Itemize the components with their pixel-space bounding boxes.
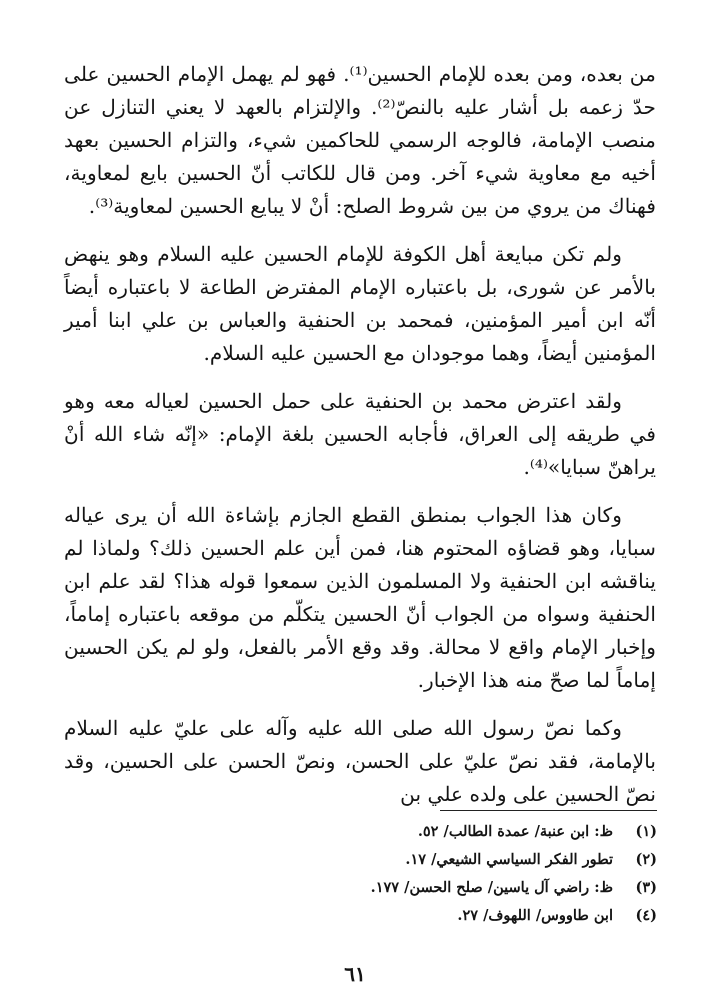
footnote-1: [300, 818, 657, 846]
footnote-text: ظ: ابن عنبة/ عمدة الطالب/ ٥٢.: [417, 823, 613, 840]
paragraph-2: ولم تكن مبايعة أهل الكوفة للإمام الحسين عليه السلام وهو ينهض بالأمر عن شورى، بل باعتباره الإمام المفترض الطاعة لا باعتباره أيضاً أنّه ابن أمير المؤمنين، فمحمد بن الحنفية والعباس بن علي ابنا أمير المؤمنين أيضاً، وهما موجودان مع الحسين عليه السلام.: [64, 242, 656, 365]
footnote-text: تطور الفكر السياسي الشيعي/ ١٧.: [405, 851, 613, 868]
footnote-text: ابن طاووس/ اللهوف/ ٢٧.: [457, 907, 613, 924]
footnote-number: (٣): [635, 879, 657, 896]
footnotes: [300, 818, 657, 930]
page-number: ٦١: [344, 962, 366, 986]
footnote-4: [300, 902, 657, 930]
footnote-number: (٤): [635, 907, 657, 924]
footnote-text: ظ: راضي آل ياسين/ صلح الحسن/ ١٧٧.: [370, 879, 613, 896]
paragraph-4: وكان هذا الجواب بمنطق القطع الجازم بإشاءة الله أن يرى عياله سبايا، وهو قضاؤه المحتوم هنا، فمن أين علم الحسين ذلك؟ ولماذا لم يناقشه ابن الحنفية ولا المسلمون الذين سمعوا قوله هذا؟ لقد علم ابن الحنفية وسواه من الجواب أنّ الحسين يتكلّم من موقعه باعتباره إماماً، وإخبار الإمام واقع لا محالة. وقد وقع الأمر بالفعل، ولو لم يكن الحسين إماماً لما صحّ منه هذا الإخبار.: [64, 503, 656, 692]
footnote-separator: [440, 810, 657, 811]
footnote-3: [300, 874, 657, 902]
paragraph-5: وكما نصّ رسول الله صلى الله عليه وآله على عليّ عليه السلام بالإمامة، فقد نصّ عليّ على الحسن، ونصّ الحسن على الحسين، وقد نصّ الحسين على ولده علي بن: [64, 716, 656, 806]
paragraph-1: من بعده، ومن بعده للإمام الحسين⁽¹⁾. فهو لم يهمل الإمام الحسين على حدّ زعمه بل أشار عليه بالنصّ⁽²⁾. والإلتزام بالعهد لا يعني التنازل عن منصب الإمامة، فالوجه الرسمي للحاكمين شيء، والتزام الحسين بعهد أخيه مع معاوية شيء آخر. ومن قال للكاتب أنّ الحسين بايع لمعاوية، فهناك من يروي من بين شروط الصلح: أنْ لا يبايع الحسين لمعاوية⁽³⁾.: [64, 62, 657, 218]
footnote-number: (٢): [635, 851, 657, 868]
body-text: [64, 58, 656, 826]
paragraph-3: ولقد اعترض محمد بن الحنفية على حمل الحسين لعياله معه وهو في طريقه إلى العراق، فأجابه الحسين بلغة الإمام: «إنّه شاء الله أنْ يراهنّ سبايا»⁽⁴⁾.: [64, 389, 656, 479]
footnote-number: (١): [635, 823, 657, 840]
footnote-2: [300, 846, 657, 874]
